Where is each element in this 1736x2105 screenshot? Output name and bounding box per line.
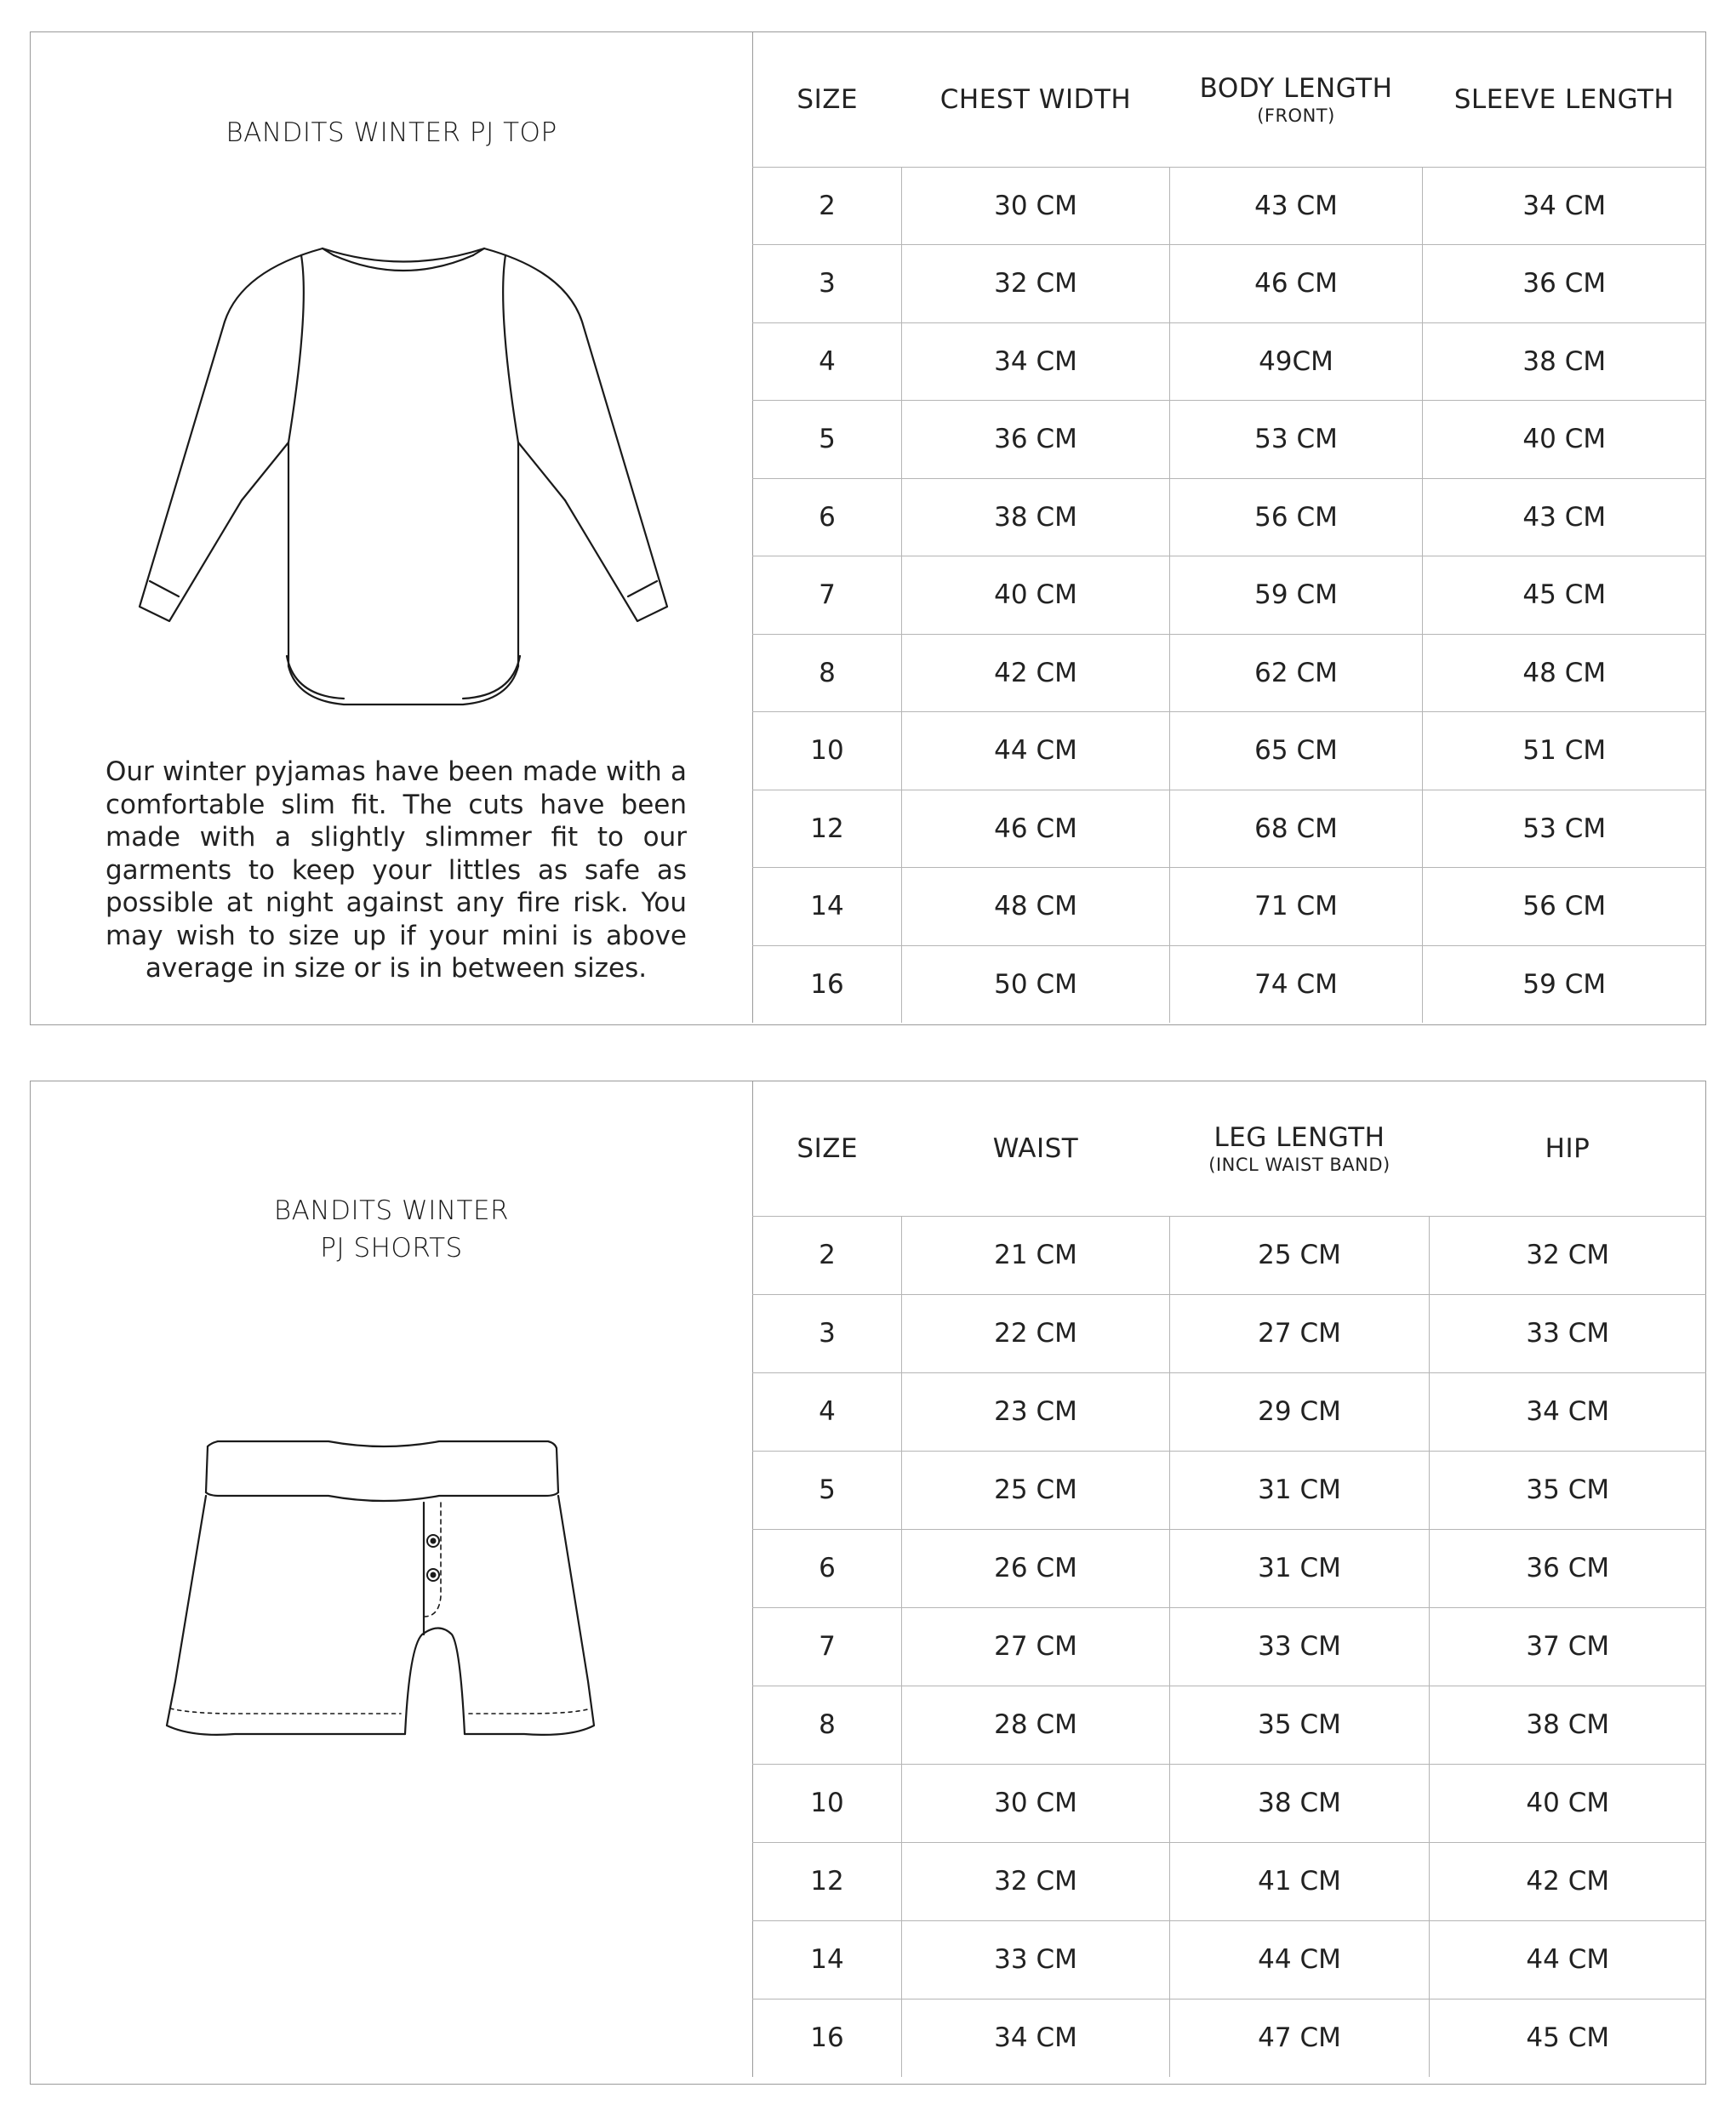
measurement-cell: 33 CM bbox=[1430, 1294, 1706, 1372]
measurement-cell: 34 CM bbox=[1430, 1372, 1706, 1451]
measurement-cell: 65 CM bbox=[1170, 712, 1423, 790]
pj-top-size-table bbox=[752, 32, 1706, 1023]
table-row bbox=[753, 1920, 1706, 1999]
measurement-cell: 32 CM bbox=[1430, 1216, 1706, 1294]
header-hip: HIP bbox=[1430, 1081, 1706, 1216]
size-cell: 8 bbox=[753, 634, 902, 712]
size-cell: 4 bbox=[753, 322, 902, 401]
measurement-cell: 45 CM bbox=[1430, 1999, 1706, 2077]
long-sleeve-top-illustration bbox=[106, 207, 701, 717]
table-row bbox=[753, 1216, 1706, 1294]
size-cell: 3 bbox=[753, 1294, 902, 1372]
measurement-cell: 48 CM bbox=[1423, 634, 1706, 712]
measurement-cell: 42 CM bbox=[1430, 1842, 1706, 1920]
measurement-cell: 51 CM bbox=[1423, 712, 1706, 790]
size-cell: 2 bbox=[753, 1216, 902, 1294]
measurement-cell: 44 CM bbox=[1170, 1920, 1430, 1999]
measurement-cell: 36 CM bbox=[1423, 245, 1706, 323]
measurement-cell: 40 CM bbox=[902, 556, 1170, 635]
measurement-cell: 30 CM bbox=[902, 167, 1170, 245]
pj-top-title: BANDITS WINTER PJ TOP bbox=[226, 117, 557, 148]
measurement-cell: 71 CM bbox=[1170, 868, 1423, 946]
measurement-cell: 46 CM bbox=[1170, 245, 1423, 323]
size-cell: 7 bbox=[753, 1607, 902, 1686]
measurement-cell: 43 CM bbox=[1423, 478, 1706, 556]
measurement-cell: 28 CM bbox=[902, 1686, 1170, 1764]
size-cell: 5 bbox=[753, 401, 902, 479]
size-cell: 10 bbox=[753, 1764, 902, 1842]
size-cell: 6 bbox=[753, 478, 902, 556]
measurement-cell: 41 CM bbox=[1170, 1842, 1430, 1920]
size-cell: 16 bbox=[753, 945, 902, 1023]
table-row bbox=[753, 167, 1706, 245]
measurement-cell: 33 CM bbox=[1170, 1607, 1430, 1686]
measurement-cell: 26 CM bbox=[902, 1529, 1170, 1607]
measurement-cell: 25 CM bbox=[902, 1451, 1170, 1529]
table-row bbox=[753, 478, 1706, 556]
header-waist: WAIST bbox=[902, 1081, 1170, 1216]
pj-shorts-title-line2: PJ SHORTS bbox=[320, 1233, 463, 1264]
size-cell: 2 bbox=[753, 167, 902, 245]
measurement-cell: 46 CM bbox=[902, 790, 1170, 868]
header-leg-length: LEG LENGTH (INCL WAIST BAND) bbox=[1170, 1081, 1430, 1216]
measurement-cell: 47 CM bbox=[1170, 1999, 1430, 2077]
size-cell: 6 bbox=[753, 1529, 902, 1607]
measurement-cell: 32 CM bbox=[902, 1842, 1170, 1920]
size-cell: 12 bbox=[753, 790, 902, 868]
table-row bbox=[753, 1529, 1706, 1607]
size-cell: 16 bbox=[753, 1999, 902, 2077]
measurement-cell: 36 CM bbox=[902, 401, 1170, 479]
measurement-cell: 49CM bbox=[1170, 322, 1423, 401]
table-row bbox=[753, 1999, 1706, 2077]
measurement-cell: 32 CM bbox=[902, 245, 1170, 323]
measurement-cell: 34 CM bbox=[902, 322, 1170, 401]
pj-shorts-size-panel bbox=[30, 1081, 1706, 2085]
size-cell: 10 bbox=[753, 712, 902, 790]
measurement-cell: 59 CM bbox=[1170, 556, 1423, 635]
header-size: SIZE bbox=[753, 1081, 902, 1216]
size-cell: 12 bbox=[753, 1842, 902, 1920]
measurement-cell: 53 CM bbox=[1170, 401, 1423, 479]
measurement-cell: 37 CM bbox=[1430, 1607, 1706, 1686]
measurement-cell: 34 CM bbox=[1423, 167, 1706, 245]
size-cell: 8 bbox=[753, 1686, 902, 1764]
table-row bbox=[753, 556, 1706, 635]
measurement-cell: 62 CM bbox=[1170, 634, 1423, 712]
measurement-cell: 40 CM bbox=[1423, 401, 1706, 479]
table-header-row bbox=[753, 1081, 1706, 1216]
table-row bbox=[753, 1451, 1706, 1529]
measurement-cell: 27 CM bbox=[1170, 1294, 1430, 1372]
header-chest-width: CHEST WIDTH bbox=[902, 32, 1170, 167]
table-row bbox=[753, 401, 1706, 479]
measurement-cell: 30 CM bbox=[902, 1764, 1170, 1842]
measurement-cell: 34 CM bbox=[902, 1999, 1170, 2077]
measurement-cell: 31 CM bbox=[1170, 1529, 1430, 1607]
table-row bbox=[753, 1372, 1706, 1451]
measurement-cell: 31 CM bbox=[1170, 1451, 1430, 1529]
size-cell: 14 bbox=[753, 1920, 902, 1999]
measurement-cell: 25 CM bbox=[1170, 1216, 1430, 1294]
measurement-cell: 42 CM bbox=[902, 634, 1170, 712]
size-cell: 4 bbox=[753, 1372, 902, 1451]
measurement-cell: 43 CM bbox=[1170, 167, 1423, 245]
measurement-cell: 29 CM bbox=[1170, 1372, 1430, 1451]
measurement-cell: 48 CM bbox=[902, 868, 1170, 946]
pj-top-size-panel bbox=[30, 31, 1706, 1025]
measurement-cell: 59 CM bbox=[1423, 945, 1706, 1023]
header-body-length: BODY LENGTH (FRONT) bbox=[1170, 32, 1423, 167]
measurement-cell: 21 CM bbox=[902, 1216, 1170, 1294]
measurement-cell: 53 CM bbox=[1423, 790, 1706, 868]
header-sleeve-length: SLEEVE LENGTH bbox=[1423, 32, 1706, 167]
measurement-cell: 35 CM bbox=[1430, 1451, 1706, 1529]
measurement-cell: 22 CM bbox=[902, 1294, 1170, 1372]
measurement-cell: 23 CM bbox=[902, 1372, 1170, 1451]
table-row bbox=[753, 245, 1706, 323]
measurement-cell: 38 CM bbox=[1170, 1764, 1430, 1842]
measurement-cell: 38 CM bbox=[1423, 322, 1706, 401]
measurement-cell: 38 CM bbox=[1430, 1686, 1706, 1764]
table-row bbox=[753, 868, 1706, 946]
table-row bbox=[753, 712, 1706, 790]
header-size: SIZE bbox=[753, 32, 902, 167]
table-row bbox=[753, 790, 1706, 868]
measurement-cell: 33 CM bbox=[902, 1920, 1170, 1999]
measurement-cell: 27 CM bbox=[902, 1607, 1170, 1686]
measurement-cell: 36 CM bbox=[1430, 1529, 1706, 1607]
table-row bbox=[753, 945, 1706, 1023]
table-row bbox=[753, 1294, 1706, 1372]
table-header-row bbox=[753, 32, 1706, 167]
pj-top-info bbox=[31, 32, 752, 1024]
table-row bbox=[753, 1686, 1706, 1764]
measurement-cell: 44 CM bbox=[1430, 1920, 1706, 1999]
button-icon bbox=[427, 1535, 439, 1581]
shorts-illustration bbox=[158, 1426, 652, 1817]
measurement-cell: 68 CM bbox=[1170, 790, 1423, 868]
size-cell: 7 bbox=[753, 556, 902, 635]
table-row bbox=[753, 322, 1706, 401]
size-cell: 3 bbox=[753, 245, 902, 323]
measurement-cell: 50 CM bbox=[902, 945, 1170, 1023]
measurement-cell: 38 CM bbox=[902, 478, 1170, 556]
measurement-cell: 45 CM bbox=[1423, 556, 1706, 635]
measurement-cell: 56 CM bbox=[1170, 478, 1423, 556]
measurement-cell: 74 CM bbox=[1170, 945, 1423, 1023]
table-row bbox=[753, 1842, 1706, 1920]
pj-shorts-size-table bbox=[752, 1081, 1706, 2077]
measurement-cell: 35 CM bbox=[1170, 1686, 1430, 1764]
pj-shorts-info bbox=[31, 1081, 752, 2084]
table-row bbox=[753, 1607, 1706, 1686]
size-cell: 5 bbox=[753, 1451, 902, 1529]
size-cell: 14 bbox=[753, 868, 902, 946]
table-row bbox=[753, 1764, 1706, 1842]
fit-description: Our winter pyjamas have been made with a comfortable slim fit. The cuts have been made with a slightly slimmer fit to our garments to keep your littles as safe as possible at night against any fire risk. You may wish to size up if your mini is above average in size or is in between sizes. bbox=[106, 756, 687, 984]
measurement-cell: 56 CM bbox=[1423, 868, 1706, 946]
table-row bbox=[753, 634, 1706, 712]
measurement-cell: 40 CM bbox=[1430, 1764, 1706, 1842]
pj-shorts-title-line1: BANDITS WINTER bbox=[273, 1195, 510, 1226]
measurement-cell: 44 CM bbox=[902, 712, 1170, 790]
